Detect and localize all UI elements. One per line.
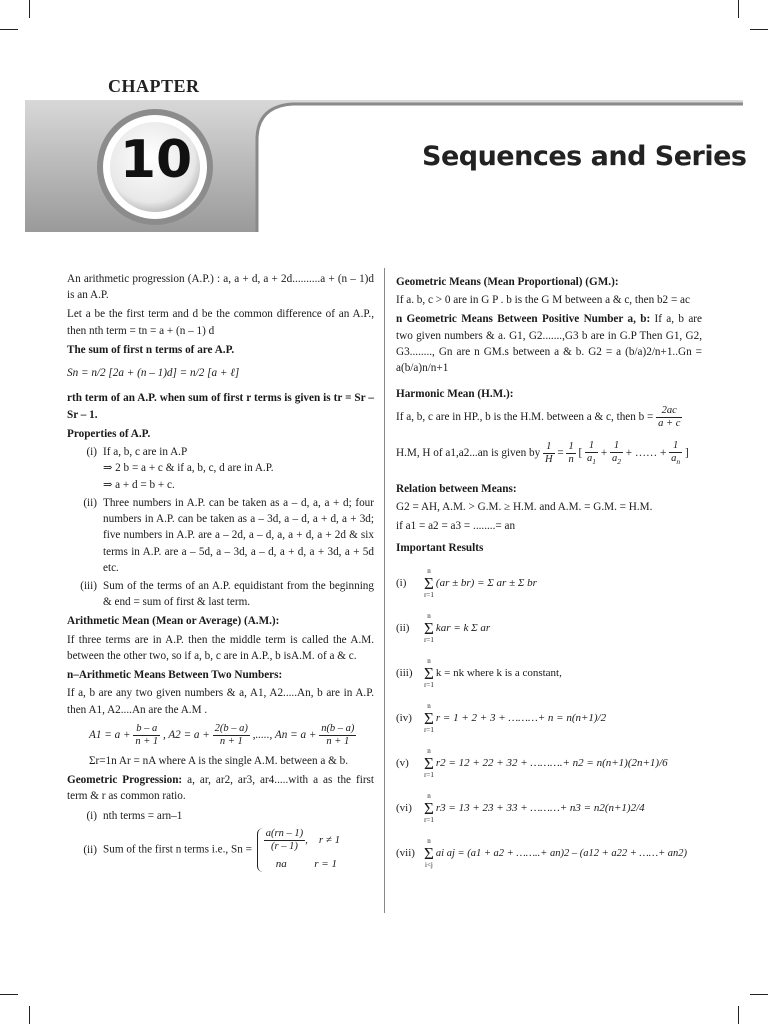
result-item: (iii) n Σ r=1 k = nk where k is a constant, — [396, 657, 562, 690]
property-line: ⇒ a + d = b + c. — [103, 478, 175, 491]
heading-geometric-means: Geometric Means (Mean Proportional) (GM.): — [396, 276, 619, 288]
property-number: (iii) — [80, 579, 97, 592]
n-geometric-means-text: n Geometric Means Between Positive Number a, b: If a, b are two given numbers & a. G1, G2.......,G3 b are in G.P Then G1, G2, G3........, Gn are n GM.s between a & b. G2 = a (b/a)2/n+1..Gn = a(b/a)n/n+1 — [396, 313, 702, 375]
gp-sum-cases: $\frac{a(rn - 1)}{(r - 1)}$ , r ≠ 1 na r = 1 — [257, 828, 340, 872]
gp-definition: Geometric Progression: a, ar, ar2, ar3, ar4.....with a as the first term & r as common ratio. — [67, 774, 375, 803]
crop-mark — [738, 1006, 739, 1024]
harmonic-mean-n-terms: H.M, H of a1,a2...an is given by $\frac{1}{H}$ = $\frac{1}{n}$ [ $\frac{1}{a_1}$ + $\frac{1}{a_2}$ + …… + $\frac{1}{a_n}$ ] — [396, 439, 689, 466]
chapter-number: 10 — [119, 130, 193, 190]
crop-mark — [0, 994, 18, 995]
result-item: (ii) n Σ r=1 kar = k Σ ar — [396, 612, 491, 645]
heading-relation-means: Relation between Means: — [396, 482, 517, 495]
gp-item: (ii) Sum of the first n terms i.e., Sn = $\frac{a(rn - 1)}{(r - 1)}$ , r ≠ 1 na r = 1 — [83, 827, 341, 871]
property-number: (ii) — [83, 496, 97, 509]
heading-n-geometric-means: n Geometric Means Between Positive Number a, b: — [396, 313, 651, 326]
property-item — [67, 444, 374, 493]
heading-properties: Properties of A.P. — [67, 427, 151, 440]
crop-mark — [750, 29, 768, 30]
property-item — [67, 578, 374, 610]
property-line: ⇒ 2 b = a + c & if a, b, c, d are in A.P. — [103, 462, 274, 475]
heading-harmonic-mean: Harmonic Mean (H.M.): — [396, 388, 514, 401]
ap-nth-term: Let a be the first term and d be the common difference of an A.P., then nth term = tn = a + (n – 1) d — [67, 308, 374, 337]
formula-sum-am: Σr=1n Ar = nA where A is the single A.M. between a & b. — [89, 754, 349, 767]
result-item: (iv) n Σ r=1 r = 1 + 2 + 3 + ………+ n = n(n+1)/2 — [396, 702, 607, 735]
result-item: (vi) n Σ r=1 r3 = 13 + 23 + 33 + ………+ n3 = n2(n+1)2/4 — [396, 792, 645, 825]
result-item: (v) n Σ r=1 r2 = 12 + 22 + 32 + ……….+ n2 = n(n+1)(2n+1)/6 — [396, 747, 668, 780]
chapter-label: CHAPTER — [108, 76, 200, 96]
heading-arithmetic-mean: Arithmetic Mean (Mean or Average) (A.M.): — [67, 615, 280, 628]
relation-means-condition: if a1 = a2 = a3 = ........= an — [396, 520, 516, 533]
crop-mark — [0, 29, 18, 30]
heading-gp: Geometric Progression: — [67, 774, 183, 787]
property-number: (i) — [86, 446, 97, 459]
crop-mark — [738, 0, 739, 18]
chapter-title: Sequences and Series — [422, 141, 747, 172]
property-line: Three numbers in A.P. can be taken as a – d, a, a + d; four numbers in A.P. can be taken as a – 3d, a – d, a + d, a + 3d; five numbers in A.P. are a – 2d, a – d, a, a + d, a + 2d & six terms in A.P. are a – 5d, a – 3d, a – d, a + d, a + 3d, a + 5d etc. — [103, 496, 374, 574]
geometric-means-text: If a. b, c > 0 are in G P . b is the G M between a & c, then b2 = ac — [396, 294, 690, 307]
harmonic-mean-text: If a, b, c are in HP., b is the H.M. between a & c, then b = $\frac{2ac}{a + c}$ — [396, 404, 681, 429]
result-item: (i) n Σ r=1 (ar ± br) = Σ ar ± Σ br — [396, 567, 537, 600]
property-item — [67, 495, 374, 576]
crop-mark — [750, 994, 768, 995]
formula-am-terms: A1 = a + $\frac{b - a}{n + 1}$ , A2 = a + $\frac{2(b - a)}{n + 1}$ ,....., An = a + $\frac{n(b - a)}{n + 1}$ — [89, 722, 355, 747]
gp-item: (i) nth terms = arn–1 — [86, 809, 183, 822]
ap-definition: An arithmetic progression (A.P.) : a, a + d, a + 2d..........a + (n – 1)d is an A.P. — [67, 273, 374, 302]
heading-rth-term: rth term of an A.P. when sum of first r terms is given is tr = Sr – Sr – 1. — [67, 392, 374, 421]
heading-important-results: Important Results — [396, 542, 484, 555]
property-line: Sum of the terms of an A.P. equidistant from the beginning & end = sum of first & last term. — [103, 579, 374, 609]
relation-means-text: G2 = AH, A.M. > G.M. ≥ H.M. and A.M. = G.M. = H.M. — [396, 500, 653, 513]
heading-sum-ap: The sum of first n terms of are A.P. — [67, 343, 235, 356]
arithmetic-mean-text: If three terms are in A.P. then the middle term is called the A.M. between the other two, so if a, b, c are in A.P., b isA.M. of a & c. — [67, 633, 374, 662]
right-column — [396, 271, 702, 883]
column-divider — [384, 268, 385, 913]
left-column — [67, 271, 374, 874]
n-arithmetic-means-text: If a, b are any two given numbers & a, A1, A2.....An, b are in A.P. then A1, A2....An are the A.M . — [67, 687, 374, 716]
crop-mark — [29, 0, 30, 18]
heading-n-arithmetic-means: n–Arithmetic Means Between Two Numbers: — [67, 669, 283, 682]
formula-sum-ap: Sn = n/2 [2a + (n – 1)d] = n/2 [a + ℓ] — [67, 367, 240, 380]
crop-mark — [29, 1006, 30, 1024]
result-item: (vii) n Σ i<j ai aj = (a1 + a2 + ……..+ an)2 – (a12 + a22 + ……+ an2) — [396, 837, 688, 870]
property-line: If a, b, c are in A.P — [103, 446, 188, 459]
